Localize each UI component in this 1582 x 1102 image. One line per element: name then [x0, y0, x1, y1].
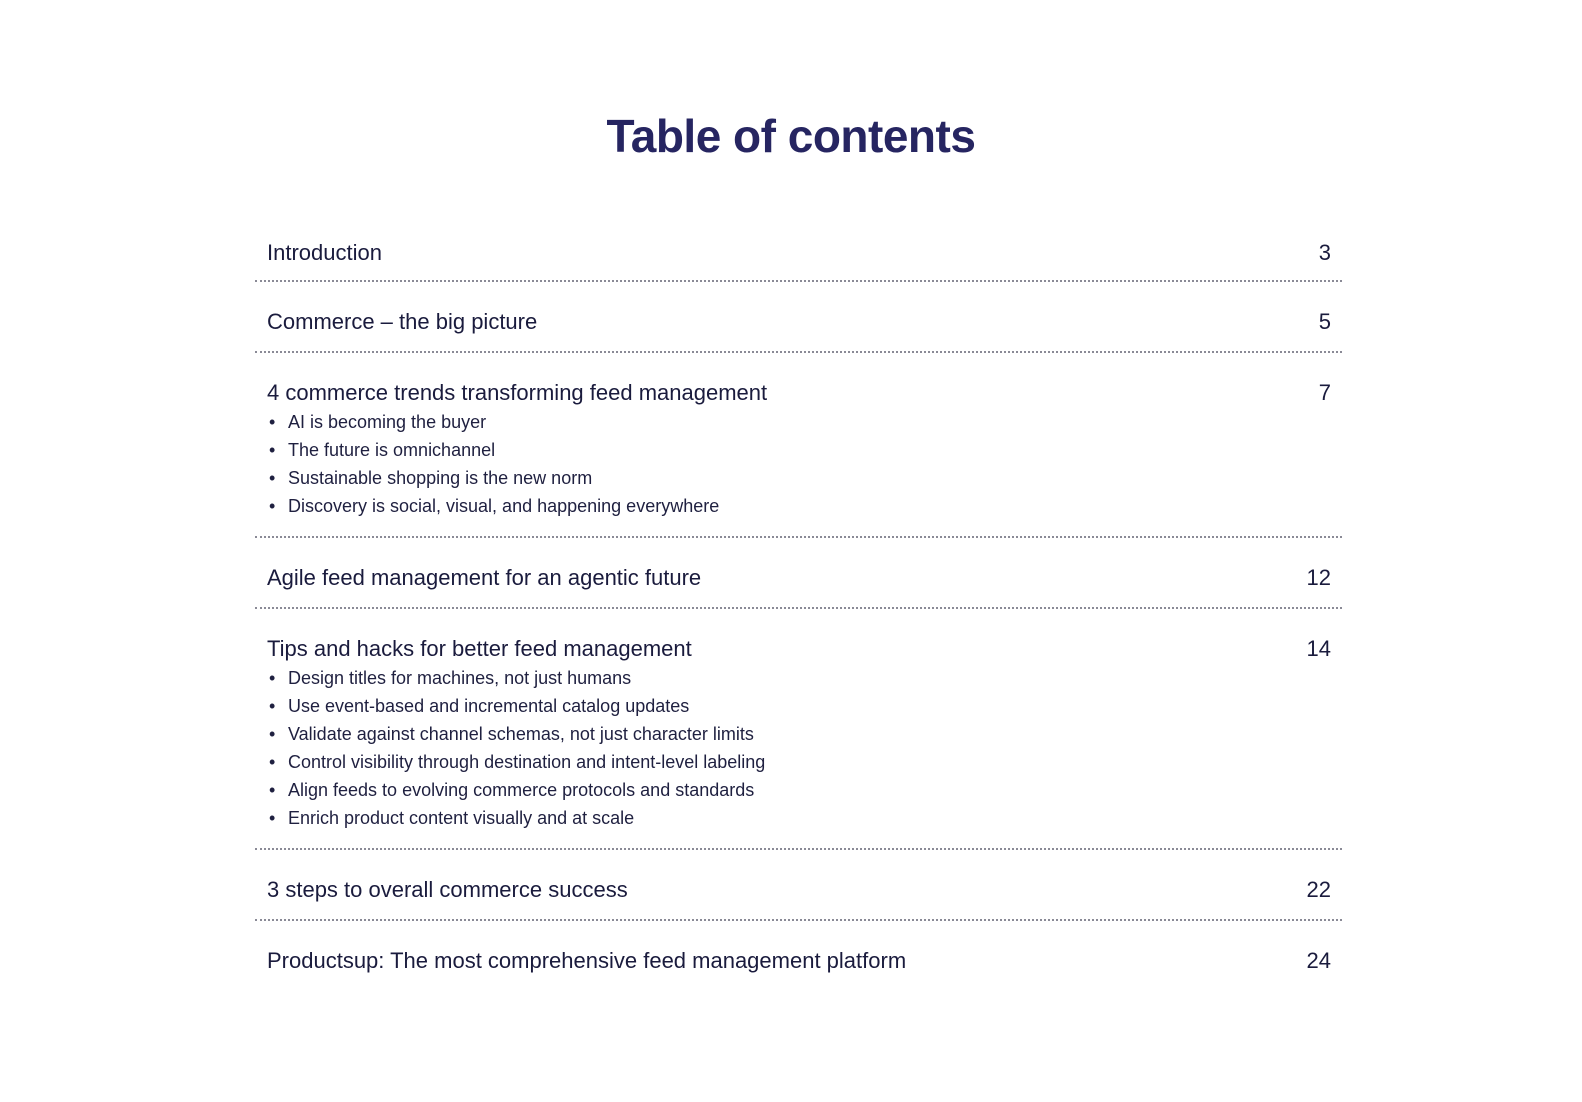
toc-entry-head — [255, 307, 1342, 337]
toc-entry-head — [255, 378, 1342, 408]
toc-entry-head — [255, 634, 1342, 664]
bullet-icon: • — [269, 496, 276, 516]
toc-entry-head — [255, 238, 1342, 268]
bullet-icon: • — [269, 468, 276, 488]
toc-subitem[interactable] — [267, 436, 1342, 464]
toc-entry-tips-and-hacks[interactable] — [255, 609, 1342, 850]
toc-entry-commerce-trends[interactable] — [255, 353, 1342, 538]
toc-subitem[interactable] — [267, 720, 1342, 748]
toc-subitem-text: AI is becoming the buyer — [288, 412, 487, 432]
bullet-icon: • — [269, 752, 276, 772]
toc-entry-agile-feed-management[interactable] — [255, 538, 1342, 609]
toc-subitem-list — [255, 664, 1342, 832]
toc-entry-title[interactable]: Tips and hacks for better feed management — [267, 636, 692, 661]
toc-entry-title[interactable]: 3 steps to overall commerce success — [267, 877, 628, 902]
toc-entry-introduction[interactable] — [255, 228, 1342, 282]
toc-page-number: 14 — [1306, 636, 1331, 661]
toc-entry-title[interactable]: 4 commerce trends transforming feed management — [267, 380, 768, 405]
toc-subitem-text: Enrich product content visually and at scale — [288, 808, 635, 828]
toc-entry-commerce-big-picture[interactable] — [255, 282, 1342, 353]
toc-page-number: 12 — [1306, 565, 1331, 590]
toc-subitem-text: Use event-based and incremental catalog updates — [288, 696, 690, 716]
bullet-icon: • — [269, 668, 276, 688]
toc-entry-head — [255, 946, 1342, 976]
toc-entry-title[interactable]: Agile feed management for an agentic future — [267, 565, 702, 590]
bullet-icon: • — [269, 440, 276, 460]
toc-subitem[interactable] — [267, 664, 1342, 692]
toc-subitem-text: Validate against channel schemas, not just character limits — [288, 724, 754, 744]
toc-subitem-text: Discovery is social, visual, and happening everywhere — [288, 496, 720, 516]
table-of-contents — [255, 228, 1342, 986]
toc-subitem-text: Sustainable shopping is the new norm — [288, 468, 593, 488]
toc-page-number: 5 — [1318, 309, 1331, 334]
toc-subitem[interactable] — [267, 464, 1342, 492]
toc-page-number: 22 — [1306, 877, 1331, 902]
toc-entry-three-steps[interactable] — [255, 850, 1342, 921]
toc-page-number: 3 — [1318, 240, 1331, 265]
toc-subitem-text: The future is omnichannel — [288, 440, 496, 460]
bullet-icon: • — [269, 696, 276, 716]
toc-subitem-text: Control visibility through destination and intent-level labeling — [288, 752, 766, 772]
toc-subitem-text: Design titles for machines, not just humans — [288, 668, 632, 688]
toc-subitem[interactable] — [267, 408, 1342, 436]
bullet-icon: • — [269, 808, 276, 828]
toc-subitem[interactable] — [267, 692, 1342, 720]
page-title: Table of contents — [606, 110, 976, 162]
bullet-icon: • — [269, 780, 276, 800]
toc-entry-productsup-platform[interactable] — [255, 921, 1342, 986]
toc-page-number: 24 — [1306, 948, 1331, 973]
toc-subitem-list — [255, 408, 1342, 520]
toc-entry-title[interactable]: Commerce – the big picture — [267, 309, 538, 334]
toc-subitem[interactable] — [267, 492, 1342, 520]
toc-subitem[interactable] — [267, 776, 1342, 804]
toc-page-number: 7 — [1318, 380, 1331, 405]
toc-entry-head — [255, 563, 1342, 593]
toc-entry-title[interactable]: Productsup: The most comprehensive feed management platform — [267, 948, 907, 973]
toc-subitem[interactable] — [267, 804, 1342, 832]
toc-entry-head — [255, 875, 1342, 905]
bullet-icon: • — [269, 724, 276, 744]
toc-subitem-text: Align feeds to evolving commerce protocols and standards — [288, 780, 755, 800]
toc-subitem[interactable] — [267, 748, 1342, 776]
toc-entry-title[interactable]: Introduction — [267, 240, 382, 265]
bullet-icon: • — [269, 412, 276, 432]
